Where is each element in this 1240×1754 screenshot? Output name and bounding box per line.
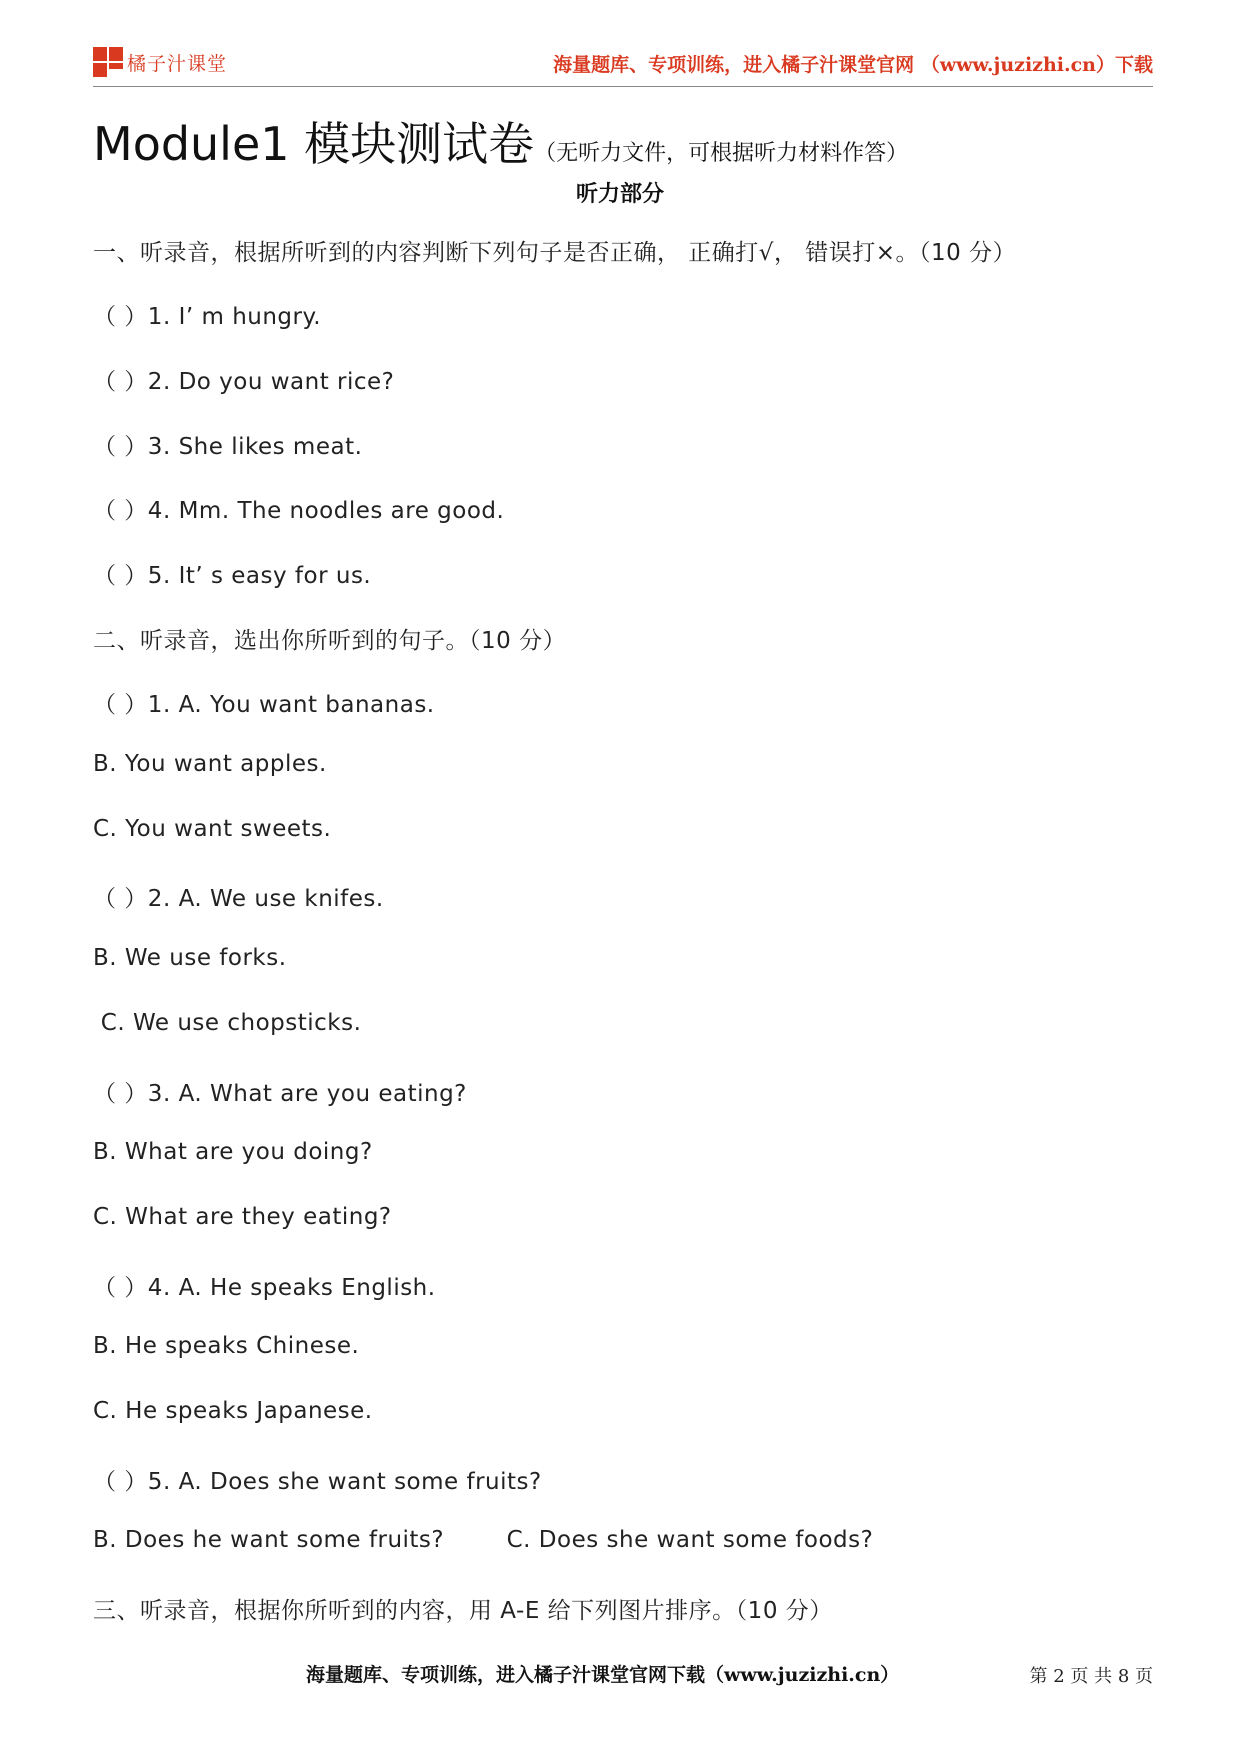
part-one-instruction: 一、听录音，根据所听到的内容判断下列句子是否正确， 正确打√， 错误打×。（10 分） xyxy=(93,240,1017,266)
option-line: B. We use forks. xyxy=(93,945,287,971)
question-line: （ ）3. She likes meat. xyxy=(93,434,363,460)
option-line: B. You want apples. xyxy=(93,751,327,777)
question-line: （ ）2. A. We use knifes. xyxy=(93,886,384,912)
question-line: （ ）1. I’ m hungry. xyxy=(93,304,322,330)
question-line: （ ）3. A. What are you eating? xyxy=(93,1081,467,1107)
question-line: （ ）5. It’ s easy for us. xyxy=(93,563,372,589)
option-line: C. He speaks Japanese. xyxy=(93,1398,373,1424)
option-line: C. We use chopsticks. xyxy=(93,1010,362,1036)
header-slogan: 海量题库、专项训练，进入橘子汁课堂官网 （www.juzizhi.cn）下载 xyxy=(553,54,1153,76)
option-line: B. What are you doing? xyxy=(93,1139,373,1165)
page-header xyxy=(93,40,1153,87)
question-line: （ ）2. Do you want rice? xyxy=(93,369,395,395)
page-footer xyxy=(0,1660,1240,1690)
part-two-instruction: 二、听录音，选出你所听到的句子。（10 分） xyxy=(93,628,567,654)
title-row xyxy=(93,108,908,174)
question-line: （ ）5. A. Does she want some fruits? xyxy=(93,1469,542,1495)
question-line: （ ）4. Mm. The noodles are good. xyxy=(93,498,505,524)
title-note: （无听力文件，可根据听力材料作答） xyxy=(534,141,909,166)
section-heading: 听力部分 xyxy=(575,182,664,207)
page-number: 第 2 页 共 8 页 xyxy=(1029,1666,1153,1687)
option-line: C. You want sweets. xyxy=(93,816,332,842)
option-line: B. He speaks Chinese. xyxy=(93,1333,360,1359)
brand-logo-icon xyxy=(93,47,123,77)
part-three-instruction: 三、听录音，根据你所听到的内容，用 A-E 给下列图片排序。（10 分） xyxy=(93,1598,833,1624)
option-line: B. Does he want some fruits? C. Does she want some foods? xyxy=(93,1527,874,1553)
brand-logo xyxy=(93,46,227,78)
brand-name: 橘子汁课堂 xyxy=(127,52,228,75)
question-line: （ ）4. A. He speaks English. xyxy=(93,1275,436,1301)
option-line: C. What are they eating? xyxy=(93,1204,392,1230)
page-title: Module1 模块测试卷 xyxy=(93,117,535,171)
footer-slogan: 海量题库、专项训练，进入橘子汁课堂官网下载（www.juzizhi.cn） xyxy=(306,1664,900,1686)
question-line: （ ）1. A. You want bananas. xyxy=(93,692,435,718)
